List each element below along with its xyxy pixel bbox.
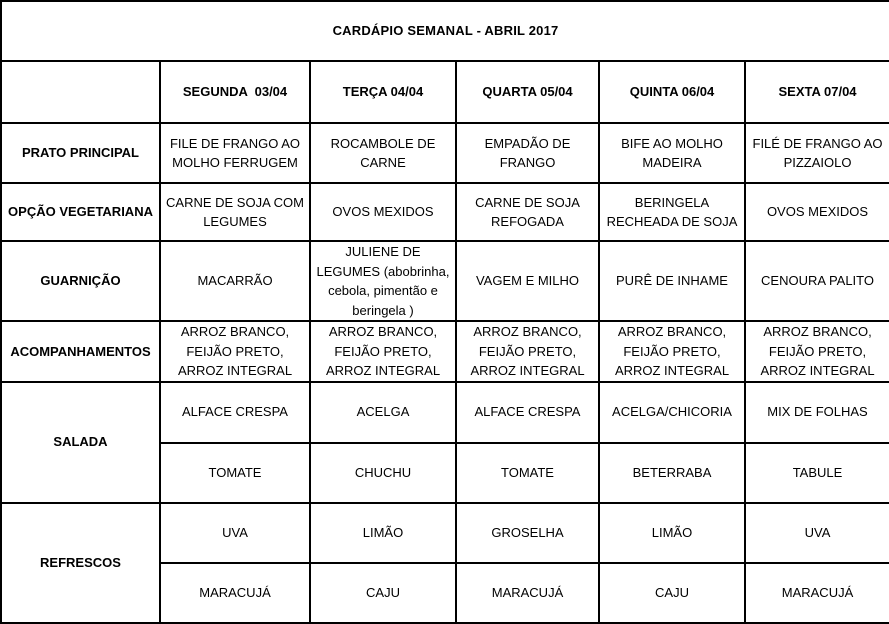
menu-cell: UVA <box>745 503 889 563</box>
menu-cell: TABULE <box>745 443 889 503</box>
row-refrescos-1 <box>1 503 889 563</box>
row-label-acompanhamentos: ACOMPANHAMENTOS <box>1 321 160 382</box>
menu-cell: MIX DE FOLHAS <box>745 382 889 443</box>
menu-cell: FILE DE FRANGO AO MOLHO FERRUGEM <box>160 123 310 183</box>
menu-cell: JULIENE DE LEGUMES (abobrinha, cebola, pimentão e beringela ) <box>310 241 456 321</box>
menu-cell: OVOS MEXIDOS <box>745 183 889 241</box>
menu-cell: VAGEM E MILHO <box>456 241 599 321</box>
menu-cell: CHUCHU <box>310 443 456 503</box>
menu-cell: OVOS MEXIDOS <box>310 183 456 241</box>
header-row <box>1 61 889 123</box>
row-opcao-vegetariana <box>1 183 889 241</box>
menu-cell: BERINGELA RECHEADA DE SOJA <box>599 183 745 241</box>
row-acompanhamentos <box>1 321 889 382</box>
menu-cell: MARACUJÁ <box>745 563 889 623</box>
menu-cell: ARROZ BRANCO, FEIJÃO PRETO, ARROZ INTEGRAL <box>310 321 456 382</box>
menu-cell: ALFACE CRESPA <box>160 382 310 443</box>
menu-cell: CAJU <box>310 563 456 623</box>
menu-cell: ARROZ BRANCO, FEIJÃO PRETO, ARROZ INTEGRAL <box>599 321 745 382</box>
day-header-quarta: QUARTA 05/04 <box>456 61 599 123</box>
row-prato-principal <box>1 123 889 183</box>
menu-cell: ARROZ BRANCO, FEIJÃO PRETO, ARROZ INTEGRAL <box>456 321 599 382</box>
menu-cell: ALFACE CRESPA <box>456 382 599 443</box>
menu-cell: MARACUJÁ <box>160 563 310 623</box>
menu-cell: PURÊ DE INHAME <box>599 241 745 321</box>
menu-cell: ARROZ BRANCO, FEIJÃO PRETO, ARROZ INTEGRAL <box>160 321 310 382</box>
row-label-prato-principal: PRATO PRINCIPAL <box>1 123 160 183</box>
menu-cell: ACELGA <box>310 382 456 443</box>
title-row <box>1 1 889 61</box>
menu-cell: ACELGA/CHICORIA <box>599 382 745 443</box>
row-label-opcao-vegetariana: OPÇÃO VEGETARIANA <box>1 183 160 241</box>
menu-cell: LIMÃO <box>310 503 456 563</box>
menu-cell: MACARRÃO <box>160 241 310 321</box>
corner-cell <box>1 61 160 123</box>
day-header-sexta: SEXTA 07/04 <box>745 61 889 123</box>
menu-cell: MARACUJÁ <box>456 563 599 623</box>
menu-cell: ROCAMBOLE DE CARNE <box>310 123 456 183</box>
menu-cell: GROSELHA <box>456 503 599 563</box>
row-guarnicao <box>1 241 889 321</box>
row-label-refrescos: REFRESCOS <box>1 503 160 623</box>
day-header-quinta: QUINTA 06/04 <box>599 61 745 123</box>
menu-cell: TOMATE <box>160 443 310 503</box>
page-title: CARDÁPIO SEMANAL - ABRIL 2017 <box>1 1 889 61</box>
menu-cell: FILÉ DE FRANGO AO PIZZAIOLO <box>745 123 889 183</box>
menu-cell: LIMÃO <box>599 503 745 563</box>
row-label-guarnicao: GUARNIÇÃO <box>1 241 160 321</box>
day-header-segunda: SEGUNDA 03/04 <box>160 61 310 123</box>
menu-cell: EMPADÃO DE FRANGO <box>456 123 599 183</box>
row-salada-1 <box>1 382 889 443</box>
menu-cell: UVA <box>160 503 310 563</box>
row-label-salada: SALADA <box>1 382 160 503</box>
menu-cell: CAJU <box>599 563 745 623</box>
day-header-terca: TERÇA 04/04 <box>310 61 456 123</box>
menu-cell: CARNE DE SOJA COM LEGUMES <box>160 183 310 241</box>
menu-cell: TOMATE <box>456 443 599 503</box>
menu-cell: ARROZ BRANCO, FEIJÃO PRETO, ARROZ INTEGRAL <box>745 321 889 382</box>
menu-cell: CARNE DE SOJA REFOGADA <box>456 183 599 241</box>
menu-cell: BIFE AO MOLHO MADEIRA <box>599 123 745 183</box>
menu-cell: CENOURA PALITO <box>745 241 889 321</box>
menu-cell: BETERRABA <box>599 443 745 503</box>
